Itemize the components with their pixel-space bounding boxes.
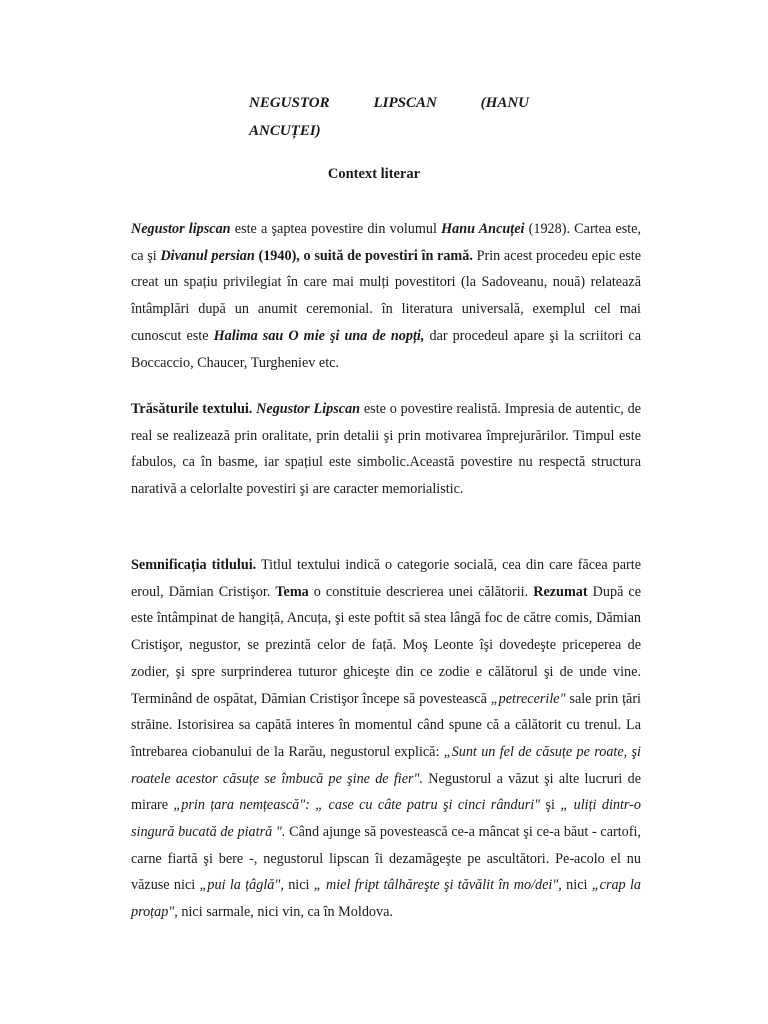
text-span: o constituie descrierea unei călătorii. (308, 583, 534, 600)
text-span: Negustor Lipscan (256, 401, 361, 417)
text-span: este a şaptea povestire din volumul (230, 221, 442, 237)
section-heading: Context literar (327, 166, 421, 182)
title-word-3: (HANU (480, 95, 529, 111)
text-span: „pui la țâglă", (199, 877, 284, 894)
text-span: nici sarmale, nici vin, ca în Moldova. (177, 904, 393, 921)
paragraph-context (131, 216, 641, 376)
text-span: Trăsăturile textului. (131, 401, 257, 417)
text-span: Rezumat (533, 583, 588, 600)
text-span: Negustor lipscan (131, 221, 231, 237)
text-span: Hanu Ancuței (441, 221, 525, 237)
text-span: este o povestire realistă. Impresia de autentic, de real se realizează prin oralitate, prin detalii şi prin motivarea împrejurărilor. Timpul este fabulos, ca în basme, iar spațiul este simbolic.Această povestire nu respectă structura narativă a celorlalte povestiri şi are caracter memorialistic. (131, 401, 641, 498)
text-span: (1940), o suită de povestiri în ramă. (254, 247, 473, 264)
text-span: „crap la proțap", (131, 877, 641, 921)
document-title (249, 89, 529, 145)
title-line-2: ANCUȚEI) (249, 123, 321, 139)
text-span: Semnificația titlului. (131, 557, 257, 573)
text-span: „prin țara nemțească": „ case cu câte patru şi cinci rânduri" (173, 797, 541, 814)
text-span: (1928). Cartea este, ca şi (131, 221, 641, 264)
text-span: Când ajunge să povestească ce-a mâncat şi ce-a băut - cartofi, carne fiartă şi bere -, negustorul lipscan îi dezamăgeşte pe ascultători. Pe-acolo el nu văzuse nici (131, 824, 641, 894)
paragraph-features (131, 396, 641, 503)
text-span: nici (561, 877, 592, 894)
text-span: „ uliți dintr-o singură bucată de piatră ". (131, 797, 641, 841)
text-span: După ce este întâmpinat de hangiță, Ancuța, şi este poftit să stea lângă foc de către comis, Dămian Cristişor, negustor, se prezintă celor de față. Moş Leonte îşi dovedeşte priceperea de zodier, şi spre surprinderea tuturor ghiceşte din ce zodie e călătorul şi de unde vine. Terminând de ospătat, Dămian Cristişor începe să povestească (131, 583, 642, 707)
text-span: şi (540, 797, 561, 814)
text-span: nici (283, 877, 314, 894)
title-line-1 (249, 89, 529, 117)
text-span: Titlul textului indică o categorie socială, cea din care făcea parte eroul, Dămian Cristişor. (131, 557, 642, 600)
paragraph-title-meaning (131, 552, 641, 926)
text-span: „ miel fript tâlhăreşte şi tăvălit în mo/dei", (313, 877, 562, 894)
text-span: Negustorul a văzut şi alte lucruri de mirare (131, 770, 641, 814)
text-span: sale prin țări străine. Istorisirea sa capătă interes în momentul când spune că a călătorit cu trenul. La întrebarea ciobanului de la Rarău, negustorul explică: (131, 690, 641, 760)
text-span: Divanul persian (160, 247, 255, 264)
title-word-2: LIPSCAN (373, 95, 437, 111)
text-span: dar procedeul apare şi la scriitori ca Boccaccio, Chaucer, Turgheniev etc. (131, 327, 641, 371)
title-word-1: NEGUSTOR (249, 95, 330, 111)
text-span: „petrecerile" (490, 690, 566, 707)
text-span: Halima sau O mie şi una de nopți, (213, 327, 425, 344)
text-span: „Sunt un fel de căsuțe pe roate, şi roatele acestor căsuțe se îmbucă pe şine de fier". (131, 743, 641, 787)
text-span: Prin acest procedeu epic este creat un spațiu privilegiat în care mai mulți povestitori (la Sadoveanu, nouă) relatează întâmplări după un anumit ceremonial. în literatura universală, exemplul cel mai cunoscut este (131, 247, 642, 344)
text-span: Tema (275, 583, 309, 600)
